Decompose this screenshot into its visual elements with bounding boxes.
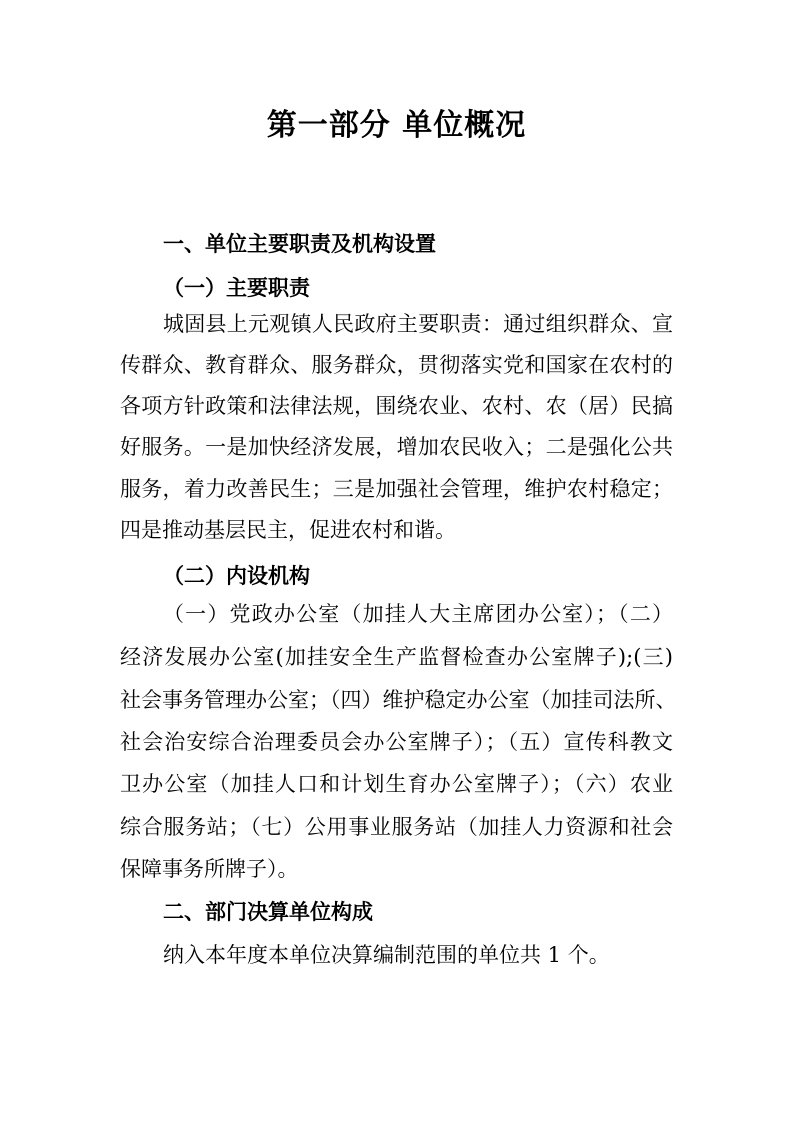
paragraph-line: 经济发展办公室(加挂安全生产监督检查办公室牌子);(三) (120, 645, 673, 669)
paragraph-line: 社会治安综合治理委员会办公室牌子）；（五）宣传科教文 (120, 730, 673, 754)
section2-heading: 二、部门决算单位构成 (163, 899, 373, 924)
paragraph-line: 社会事务管理办公室；（四）维护稳定办公室（加挂司法所、 (120, 688, 677, 712)
paragraph-line: 综合服务站；（七）公用事业服务站（加挂人力资源和社会 (120, 815, 673, 839)
paragraph-line: 好服务。一是加快经济发展，增加农民收入；二是强化公共 (120, 435, 673, 459)
page-title: 第一部分 单位概况 (266, 108, 527, 143)
paragraph-line: 保障事务所牌子）。 (120, 857, 299, 881)
paragraph-line: 卫办公室（加挂人口和计划生育办公室牌子）；（六）农业 (120, 772, 673, 796)
paragraph-line: （一）党政办公室（加挂人大主席团办公室）；（二） (163, 602, 673, 626)
paragraph-line: 四是推动基层民主，促进农村和谐。 (120, 518, 456, 542)
section1-heading: 一、单位主要职责及机构设置 (163, 231, 436, 256)
paragraph-line: 传群众、教育群众、服务群众，贯彻落实党和国家在农村的 (120, 353, 673, 377)
paragraph-line: 各项方针政策和法律法规，围绕农业、农村、农（居）民搞 (120, 394, 673, 418)
paragraph-line: 服务，着力改善民生；三是加强社会管理，维护农村稳定； (120, 477, 673, 501)
sub2-heading: （二）内设机构 (163, 563, 310, 588)
paragraph-line: 纳入本年度本单位决算编制范围的单位共 1 个。 (163, 943, 610, 967)
sub1-heading: （一）主要职责 (163, 275, 310, 300)
paragraph-line: 城固县上元观镇人民政府主要职责：通过组织群众、宣 (163, 312, 673, 336)
